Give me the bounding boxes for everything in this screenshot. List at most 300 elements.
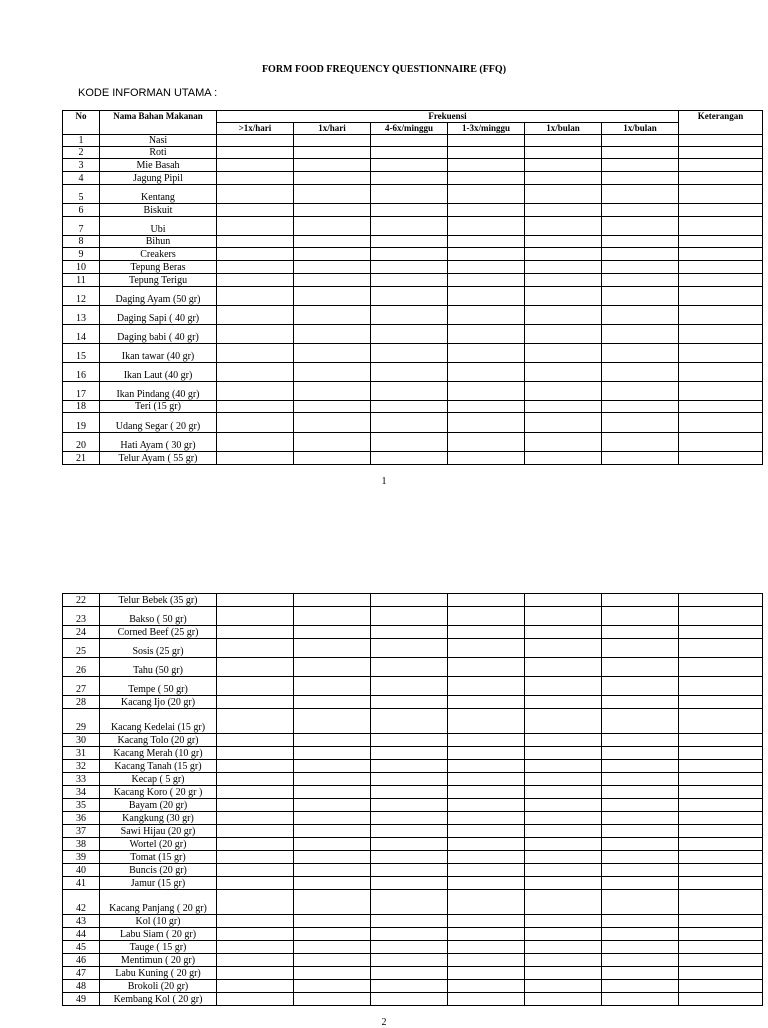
frequency-cell[interactable] — [602, 734, 679, 747]
frequency-cell[interactable] — [217, 274, 294, 287]
frequency-cell[interactable] — [294, 287, 371, 306]
frequency-cell[interactable] — [217, 626, 294, 639]
frequency-cell[interactable] — [294, 677, 371, 696]
frequency-cell[interactable] — [371, 287, 448, 306]
frequency-cell[interactable] — [525, 639, 602, 658]
frequency-cell[interactable] — [448, 287, 525, 306]
frequency-cell[interactable] — [217, 677, 294, 696]
frequency-cell[interactable] — [448, 696, 525, 709]
keterangan-cell[interactable] — [679, 306, 763, 325]
keterangan-cell[interactable] — [679, 890, 763, 915]
frequency-cell[interactable] — [602, 204, 679, 217]
frequency-cell[interactable] — [217, 363, 294, 382]
frequency-cell[interactable] — [371, 236, 448, 248]
frequency-cell[interactable] — [371, 248, 448, 261]
frequency-cell[interactable] — [602, 433, 679, 452]
frequency-cell[interactable] — [371, 747, 448, 760]
frequency-cell[interactable] — [217, 773, 294, 786]
keterangan-cell[interactable] — [679, 812, 763, 825]
keterangan-cell[interactable] — [679, 433, 763, 452]
frequency-cell[interactable] — [294, 709, 371, 734]
frequency-cell[interactable] — [294, 204, 371, 217]
frequency-cell[interactable] — [448, 185, 525, 204]
frequency-cell[interactable] — [602, 607, 679, 626]
frequency-cell[interactable] — [217, 325, 294, 344]
frequency-cell[interactable] — [525, 306, 602, 325]
frequency-cell[interactable] — [217, 954, 294, 967]
frequency-cell[interactable] — [217, 734, 294, 747]
frequency-cell[interactable] — [602, 980, 679, 993]
keterangan-cell[interactable] — [679, 274, 763, 287]
frequency-cell[interactable] — [525, 626, 602, 639]
keterangan-cell[interactable] — [679, 786, 763, 799]
frequency-cell[interactable] — [602, 928, 679, 941]
frequency-cell[interactable] — [371, 980, 448, 993]
frequency-cell[interactable] — [217, 851, 294, 864]
frequency-cell[interactable] — [602, 344, 679, 363]
frequency-cell[interactable] — [525, 344, 602, 363]
frequency-cell[interactable] — [371, 159, 448, 172]
frequency-cell[interactable] — [371, 626, 448, 639]
frequency-cell[interactable] — [294, 993, 371, 1006]
frequency-cell[interactable] — [294, 928, 371, 941]
frequency-cell[interactable] — [448, 786, 525, 799]
frequency-cell[interactable] — [371, 452, 448, 465]
frequency-cell[interactable] — [448, 344, 525, 363]
frequency-cell[interactable] — [217, 658, 294, 677]
frequency-cell[interactable] — [525, 433, 602, 452]
frequency-cell[interactable] — [294, 747, 371, 760]
keterangan-cell[interactable] — [679, 825, 763, 838]
frequency-cell[interactable] — [294, 734, 371, 747]
frequency-cell[interactable] — [525, 877, 602, 890]
frequency-cell[interactable] — [371, 172, 448, 185]
frequency-cell[interactable] — [602, 825, 679, 838]
frequency-cell[interactable] — [371, 734, 448, 747]
frequency-cell[interactable] — [525, 825, 602, 838]
frequency-cell[interactable] — [294, 413, 371, 433]
keterangan-cell[interactable] — [679, 172, 763, 185]
frequency-cell[interactable] — [294, 954, 371, 967]
keterangan-cell[interactable] — [679, 287, 763, 306]
frequency-cell[interactable] — [294, 452, 371, 465]
frequency-cell[interactable] — [294, 433, 371, 452]
frequency-cell[interactable] — [294, 217, 371, 236]
keterangan-cell[interactable] — [679, 864, 763, 877]
frequency-cell[interactable] — [525, 363, 602, 382]
frequency-cell[interactable] — [525, 452, 602, 465]
frequency-cell[interactable] — [294, 851, 371, 864]
frequency-cell[interactable] — [294, 915, 371, 928]
frequency-cell[interactable] — [602, 363, 679, 382]
frequency-cell[interactable] — [448, 401, 525, 413]
frequency-cell[interactable] — [448, 928, 525, 941]
frequency-cell[interactable] — [294, 864, 371, 877]
frequency-cell[interactable] — [448, 236, 525, 248]
frequency-cell[interactable] — [602, 236, 679, 248]
frequency-cell[interactable] — [525, 941, 602, 954]
frequency-cell[interactable] — [525, 594, 602, 607]
keterangan-cell[interactable] — [679, 709, 763, 734]
frequency-cell[interactable] — [217, 864, 294, 877]
keterangan-cell[interactable] — [679, 760, 763, 773]
keterangan-cell[interactable] — [679, 363, 763, 382]
frequency-cell[interactable] — [217, 928, 294, 941]
frequency-cell[interactable] — [448, 915, 525, 928]
frequency-cell[interactable] — [371, 928, 448, 941]
frequency-cell[interactable] — [525, 773, 602, 786]
frequency-cell[interactable] — [448, 838, 525, 851]
frequency-cell[interactable] — [448, 306, 525, 325]
frequency-cell[interactable] — [294, 626, 371, 639]
frequency-cell[interactable] — [217, 941, 294, 954]
frequency-cell[interactable] — [371, 382, 448, 401]
frequency-cell[interactable] — [602, 306, 679, 325]
frequency-cell[interactable] — [294, 877, 371, 890]
frequency-cell[interactable] — [525, 799, 602, 812]
frequency-cell[interactable] — [294, 274, 371, 287]
frequency-cell[interactable] — [602, 325, 679, 344]
frequency-cell[interactable] — [294, 248, 371, 261]
frequency-cell[interactable] — [525, 261, 602, 274]
frequency-cell[interactable] — [448, 594, 525, 607]
frequency-cell[interactable] — [217, 135, 294, 147]
frequency-cell[interactable] — [371, 147, 448, 159]
keterangan-cell[interactable] — [679, 204, 763, 217]
keterangan-cell[interactable] — [679, 217, 763, 236]
frequency-cell[interactable] — [371, 344, 448, 363]
frequency-cell[interactable] — [448, 877, 525, 890]
frequency-cell[interactable] — [217, 709, 294, 734]
frequency-cell[interactable] — [217, 812, 294, 825]
keterangan-cell[interactable] — [679, 344, 763, 363]
keterangan-cell[interactable] — [679, 639, 763, 658]
frequency-cell[interactable] — [371, 413, 448, 433]
frequency-cell[interactable] — [294, 135, 371, 147]
frequency-cell[interactable] — [371, 838, 448, 851]
frequency-cell[interactable] — [371, 709, 448, 734]
frequency-cell[interactable] — [448, 980, 525, 993]
frequency-cell[interactable] — [602, 274, 679, 287]
frequency-cell[interactable] — [294, 147, 371, 159]
frequency-cell[interactable] — [602, 967, 679, 980]
frequency-cell[interactable] — [371, 941, 448, 954]
frequency-cell[interactable] — [448, 274, 525, 287]
frequency-cell[interactable] — [371, 773, 448, 786]
frequency-cell[interactable] — [371, 851, 448, 864]
frequency-cell[interactable] — [525, 147, 602, 159]
frequency-cell[interactable] — [525, 928, 602, 941]
keterangan-cell[interactable] — [679, 773, 763, 786]
frequency-cell[interactable] — [525, 993, 602, 1006]
frequency-cell[interactable] — [217, 147, 294, 159]
keterangan-cell[interactable] — [679, 993, 763, 1006]
frequency-cell[interactable] — [448, 825, 525, 838]
frequency-cell[interactable] — [217, 890, 294, 915]
frequency-cell[interactable] — [217, 185, 294, 204]
frequency-cell[interactable] — [602, 639, 679, 658]
frequency-cell[interactable] — [602, 915, 679, 928]
frequency-cell[interactable] — [217, 639, 294, 658]
frequency-cell[interactable] — [525, 915, 602, 928]
frequency-cell[interactable] — [448, 325, 525, 344]
frequency-cell[interactable] — [371, 877, 448, 890]
frequency-cell[interactable] — [217, 401, 294, 413]
frequency-cell[interactable] — [217, 594, 294, 607]
frequency-cell[interactable] — [294, 786, 371, 799]
frequency-cell[interactable] — [217, 248, 294, 261]
frequency-cell[interactable] — [294, 980, 371, 993]
frequency-cell[interactable] — [294, 306, 371, 325]
frequency-cell[interactable] — [217, 159, 294, 172]
frequency-cell[interactable] — [217, 993, 294, 1006]
frequency-cell[interactable] — [448, 773, 525, 786]
frequency-cell[interactable] — [371, 594, 448, 607]
frequency-cell[interactable] — [294, 159, 371, 172]
frequency-cell[interactable] — [217, 452, 294, 465]
frequency-cell[interactable] — [371, 677, 448, 696]
frequency-cell[interactable] — [294, 838, 371, 851]
frequency-cell[interactable] — [448, 890, 525, 915]
frequency-cell[interactable] — [294, 363, 371, 382]
frequency-cell[interactable] — [525, 217, 602, 236]
frequency-cell[interactable] — [525, 413, 602, 433]
frequency-cell[interactable] — [217, 433, 294, 452]
frequency-cell[interactable] — [525, 159, 602, 172]
frequency-cell[interactable] — [602, 217, 679, 236]
keterangan-cell[interactable] — [679, 941, 763, 954]
frequency-cell[interactable] — [525, 274, 602, 287]
frequency-cell[interactable] — [371, 204, 448, 217]
keterangan-cell[interactable] — [679, 236, 763, 248]
frequency-cell[interactable] — [448, 159, 525, 172]
frequency-cell[interactable] — [448, 452, 525, 465]
frequency-cell[interactable] — [448, 135, 525, 147]
frequency-cell[interactable] — [525, 677, 602, 696]
frequency-cell[interactable] — [448, 147, 525, 159]
frequency-cell[interactable] — [602, 626, 679, 639]
frequency-cell[interactable] — [217, 306, 294, 325]
frequency-cell[interactable] — [371, 786, 448, 799]
frequency-cell[interactable] — [371, 607, 448, 626]
frequency-cell[interactable] — [525, 658, 602, 677]
frequency-cell[interactable] — [448, 261, 525, 274]
frequency-cell[interactable] — [602, 159, 679, 172]
frequency-cell[interactable] — [602, 147, 679, 159]
keterangan-cell[interactable] — [679, 980, 763, 993]
frequency-cell[interactable] — [602, 185, 679, 204]
frequency-cell[interactable] — [525, 696, 602, 709]
frequency-cell[interactable] — [525, 401, 602, 413]
frequency-cell[interactable] — [525, 236, 602, 248]
frequency-cell[interactable] — [448, 658, 525, 677]
frequency-cell[interactable] — [525, 172, 602, 185]
frequency-cell[interactable] — [448, 760, 525, 773]
frequency-cell[interactable] — [294, 236, 371, 248]
frequency-cell[interactable] — [294, 639, 371, 658]
frequency-cell[interactable] — [448, 954, 525, 967]
frequency-cell[interactable] — [602, 677, 679, 696]
keterangan-cell[interactable] — [679, 325, 763, 344]
keterangan-cell[interactable] — [679, 159, 763, 172]
frequency-cell[interactable] — [602, 773, 679, 786]
frequency-cell[interactable] — [217, 217, 294, 236]
frequency-cell[interactable] — [371, 217, 448, 236]
frequency-cell[interactable] — [217, 786, 294, 799]
frequency-cell[interactable] — [371, 696, 448, 709]
frequency-cell[interactable] — [602, 941, 679, 954]
frequency-cell[interactable] — [602, 135, 679, 147]
frequency-cell[interactable] — [294, 941, 371, 954]
keterangan-cell[interactable] — [679, 607, 763, 626]
frequency-cell[interactable] — [602, 413, 679, 433]
frequency-cell[interactable] — [602, 993, 679, 1006]
frequency-cell[interactable] — [448, 851, 525, 864]
keterangan-cell[interactable] — [679, 915, 763, 928]
frequency-cell[interactable] — [217, 915, 294, 928]
frequency-cell[interactable] — [448, 812, 525, 825]
frequency-cell[interactable] — [448, 607, 525, 626]
frequency-cell[interactable] — [448, 626, 525, 639]
frequency-cell[interactable] — [294, 172, 371, 185]
frequency-cell[interactable] — [602, 838, 679, 851]
frequency-cell[interactable] — [448, 709, 525, 734]
frequency-cell[interactable] — [602, 709, 679, 734]
frequency-cell[interactable] — [525, 287, 602, 306]
frequency-cell[interactable] — [294, 382, 371, 401]
frequency-cell[interactable] — [525, 607, 602, 626]
keterangan-cell[interactable] — [679, 452, 763, 465]
keterangan-cell[interactable] — [679, 135, 763, 147]
frequency-cell[interactable] — [294, 594, 371, 607]
frequency-cell[interactable] — [525, 248, 602, 261]
keterangan-cell[interactable] — [679, 838, 763, 851]
frequency-cell[interactable] — [294, 607, 371, 626]
frequency-cell[interactable] — [371, 274, 448, 287]
frequency-cell[interactable] — [602, 747, 679, 760]
frequency-cell[interactable] — [602, 261, 679, 274]
keterangan-cell[interactable] — [679, 413, 763, 433]
frequency-cell[interactable] — [525, 812, 602, 825]
keterangan-cell[interactable] — [679, 382, 763, 401]
keterangan-cell[interactable] — [679, 401, 763, 413]
frequency-cell[interactable] — [525, 382, 602, 401]
frequency-cell[interactable] — [602, 954, 679, 967]
frequency-cell[interactable] — [602, 658, 679, 677]
frequency-cell[interactable] — [217, 413, 294, 433]
frequency-cell[interactable] — [217, 825, 294, 838]
frequency-cell[interactable] — [448, 217, 525, 236]
frequency-cell[interactable] — [525, 185, 602, 204]
frequency-cell[interactable] — [294, 890, 371, 915]
frequency-cell[interactable] — [217, 799, 294, 812]
frequency-cell[interactable] — [525, 838, 602, 851]
frequency-cell[interactable] — [371, 967, 448, 980]
frequency-cell[interactable] — [448, 799, 525, 812]
frequency-cell[interactable] — [602, 401, 679, 413]
frequency-cell[interactable] — [371, 864, 448, 877]
frequency-cell[interactable] — [294, 967, 371, 980]
frequency-cell[interactable] — [448, 413, 525, 433]
keterangan-cell[interactable] — [679, 696, 763, 709]
keterangan-cell[interactable] — [679, 626, 763, 639]
frequency-cell[interactable] — [602, 452, 679, 465]
frequency-cell[interactable] — [371, 890, 448, 915]
frequency-cell[interactable] — [371, 825, 448, 838]
frequency-cell[interactable] — [448, 941, 525, 954]
frequency-cell[interactable] — [525, 864, 602, 877]
frequency-cell[interactable] — [371, 325, 448, 344]
frequency-cell[interactable] — [294, 799, 371, 812]
frequency-cell[interactable] — [294, 658, 371, 677]
frequency-cell[interactable] — [371, 433, 448, 452]
keterangan-cell[interactable] — [679, 147, 763, 159]
frequency-cell[interactable] — [217, 261, 294, 274]
keterangan-cell[interactable] — [679, 877, 763, 890]
frequency-cell[interactable] — [217, 287, 294, 306]
keterangan-cell[interactable] — [679, 658, 763, 677]
frequency-cell[interactable] — [217, 760, 294, 773]
frequency-cell[interactable] — [217, 382, 294, 401]
frequency-cell[interactable] — [217, 838, 294, 851]
frequency-cell[interactable] — [448, 734, 525, 747]
keterangan-cell[interactable] — [679, 248, 763, 261]
keterangan-cell[interactable] — [679, 851, 763, 864]
frequency-cell[interactable] — [602, 594, 679, 607]
frequency-cell[interactable] — [602, 287, 679, 306]
frequency-cell[interactable] — [602, 786, 679, 799]
frequency-cell[interactable] — [525, 954, 602, 967]
frequency-cell[interactable] — [448, 677, 525, 696]
frequency-cell[interactable] — [448, 864, 525, 877]
keterangan-cell[interactable] — [679, 594, 763, 607]
frequency-cell[interactable] — [602, 248, 679, 261]
frequency-cell[interactable] — [448, 172, 525, 185]
frequency-cell[interactable] — [217, 607, 294, 626]
frequency-cell[interactable] — [294, 773, 371, 786]
frequency-cell[interactable] — [602, 382, 679, 401]
frequency-cell[interactable] — [602, 877, 679, 890]
frequency-cell[interactable] — [217, 344, 294, 363]
frequency-cell[interactable] — [371, 915, 448, 928]
frequency-cell[interactable] — [525, 747, 602, 760]
frequency-cell[interactable] — [371, 306, 448, 325]
frequency-cell[interactable] — [294, 812, 371, 825]
keterangan-cell[interactable] — [679, 928, 763, 941]
frequency-cell[interactable] — [217, 696, 294, 709]
frequency-cell[interactable] — [371, 799, 448, 812]
frequency-cell[interactable] — [371, 261, 448, 274]
frequency-cell[interactable] — [525, 204, 602, 217]
frequency-cell[interactable] — [371, 954, 448, 967]
frequency-cell[interactable] — [217, 967, 294, 980]
frequency-cell[interactable] — [448, 382, 525, 401]
frequency-cell[interactable] — [217, 204, 294, 217]
frequency-cell[interactable] — [525, 325, 602, 344]
frequency-cell[interactable] — [525, 135, 602, 147]
frequency-cell[interactable] — [371, 760, 448, 773]
frequency-cell[interactable] — [602, 890, 679, 915]
frequency-cell[interactable] — [602, 760, 679, 773]
frequency-cell[interactable] — [448, 433, 525, 452]
keterangan-cell[interactable] — [679, 954, 763, 967]
frequency-cell[interactable] — [371, 135, 448, 147]
keterangan-cell[interactable] — [679, 677, 763, 696]
frequency-cell[interactable] — [602, 172, 679, 185]
keterangan-cell[interactable] — [679, 747, 763, 760]
frequency-cell[interactable] — [525, 851, 602, 864]
frequency-cell[interactable] — [448, 993, 525, 1006]
